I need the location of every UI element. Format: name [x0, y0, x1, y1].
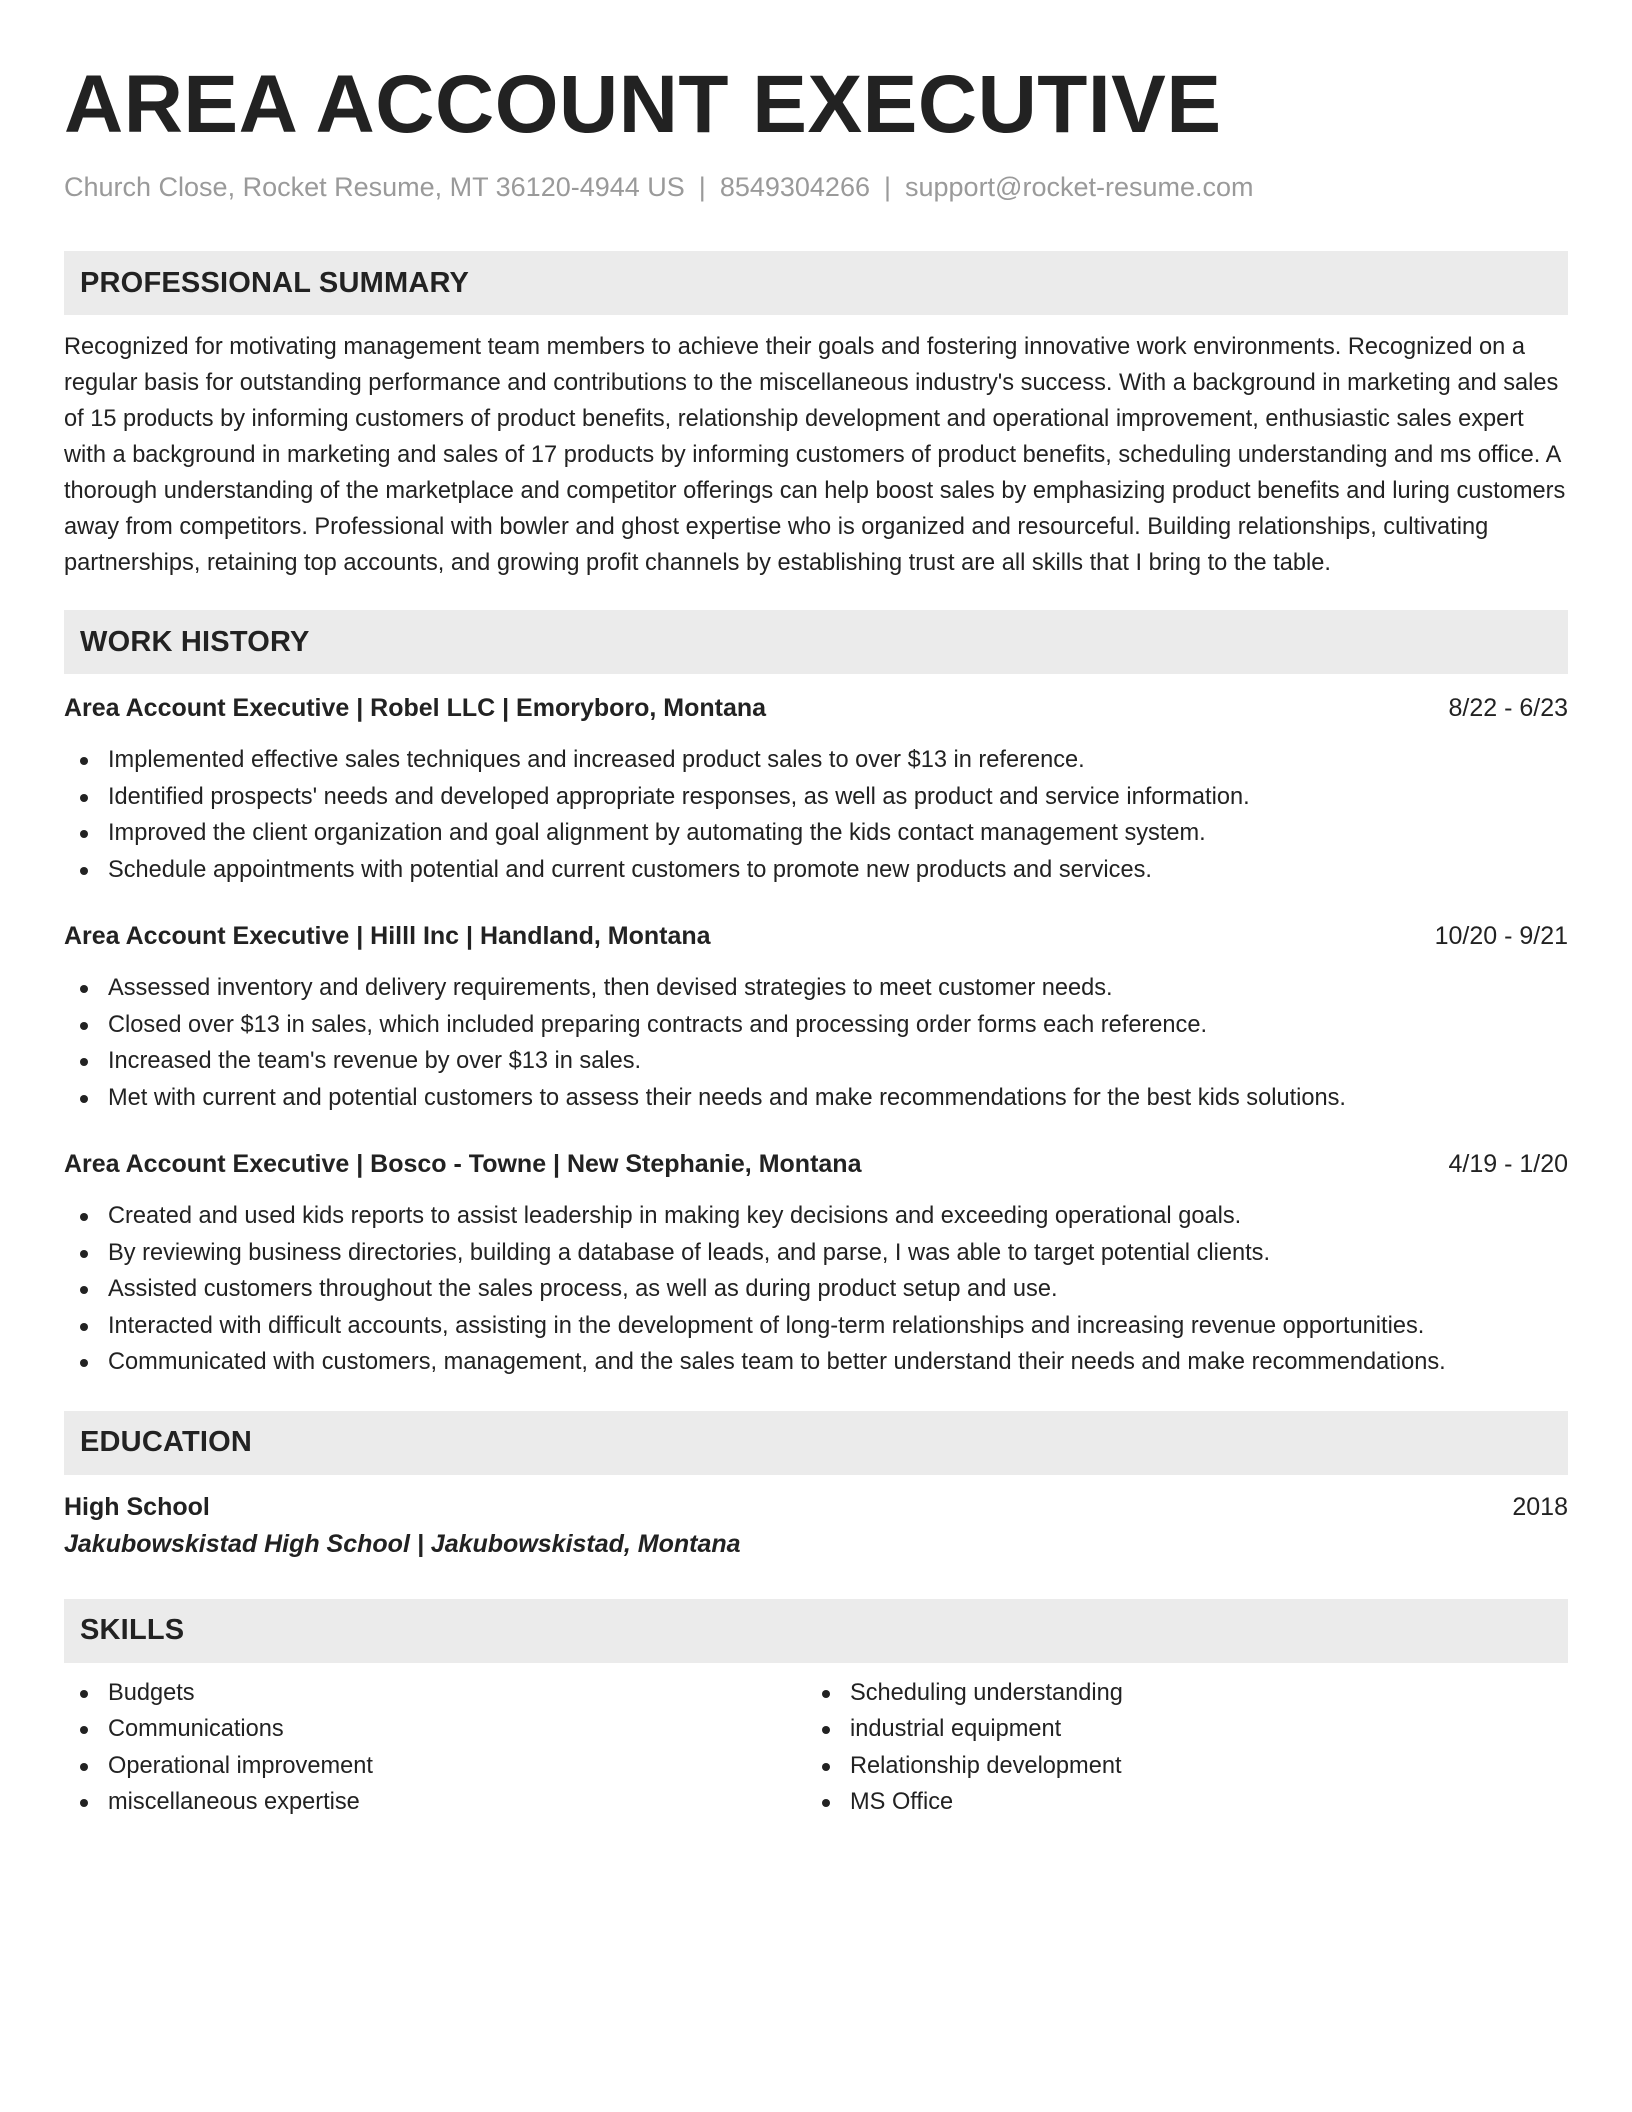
job-entry [64, 918, 1568, 1116]
bullet-dot-icon [822, 1799, 830, 1807]
job-bullet: Closed over $13 in sales, which included preparing contracts and processing order forms each reference. [64, 1007, 1568, 1044]
job-dates: 8/22 - 6/23 [1448, 694, 1568, 722]
summary-section-header [64, 251, 1568, 315]
skill-item: Communications [64, 1711, 806, 1748]
bullet-dot-icon [80, 1323, 88, 1331]
bullet-dot-icon [80, 1799, 88, 1807]
resume-title: AREA ACCOUNT EXECUTIVE [64, 59, 1222, 150]
skill-item: Budgets [64, 1675, 806, 1712]
job-bullet: Assisted customers throughout the sales process, as well as during product setup and use. [64, 1271, 1568, 1308]
skill-item: MS Office [806, 1784, 1548, 1821]
work-heading: WORK HISTORY [80, 625, 310, 658]
contact-separator: | [883, 172, 891, 202]
job-dates: 4/19 - 1/20 [1448, 1150, 1568, 1178]
bullet-dot-icon [822, 1726, 830, 1734]
skill-item: industrial equipment [806, 1711, 1548, 1748]
job-bullets [64, 742, 1568, 888]
skills-column-left [64, 1675, 806, 1821]
job-bullet: Identified prospects' needs and developed appropriate responses, as well as product and service information. [64, 779, 1568, 816]
skills-section-header [64, 1599, 1568, 1663]
skill-item: Operational improvement [64, 1748, 806, 1785]
bullet-dot-icon [80, 1250, 88, 1258]
job-dates: 10/20 - 9/21 [1434, 922, 1568, 950]
bullet-dot-icon [80, 867, 88, 875]
bullet-dot-icon [80, 1058, 88, 1066]
job-bullet: Increased the team's revenue by over $13 in sales. [64, 1043, 1568, 1080]
bullet-dot-icon [822, 1763, 830, 1771]
skill-item: miscellaneous expertise [64, 1784, 806, 1821]
job-bullet: Interacted with difficult accounts, assisting in the development of long-term relationships and increasing revenue opportunities. [64, 1308, 1568, 1345]
bullet-dot-icon [80, 1022, 88, 1030]
job-title: Area Account Executive | Robel LLC | Emoryboro, Montana [64, 694, 767, 722]
job-bullets [64, 1198, 1568, 1381]
skill-item: Relationship development [806, 1748, 1548, 1785]
contact-email: support@rocket-resume.com [905, 172, 1254, 202]
job-bullet: Assessed inventory and delivery requirements, then devised strategies to meet customer needs. [64, 970, 1568, 1007]
skills-list [64, 1675, 1568, 1821]
job-bullet: Improved the client organization and goal alignment by automating the kids contact management system. [64, 815, 1568, 852]
work-section-header [64, 610, 1568, 674]
summary-text: Recognized for motivating management team members to achieve their goals and fostering innovative work environments. Recognized on a regular basis for outstanding performance and contributions to the miscellaneous industry's success. With a background in marketing and sales of 15 products by informing customers of product benefits, relationship development and operational improvement, enthusiastic sales expert with a background in marketing and sales of 17 products by informing customers of product benefits, scheduling understanding and ms office. A thorough understanding of the marketplace and competitor offerings can help boost sales by emphasizing product benefits and luring customers away from competitors. Professional with bowler and ghost expertise who is organized and resourceful. Building relationships, cultivating partnerships, retaining top accounts, and growing profit channels by establishing trust are all skills that I bring to the table. [64, 334, 1566, 576]
job-bullet: Created and used kids reports to assist leadership in making key decisions and exceeding operational goals. [64, 1198, 1568, 1235]
contact-phone: 8549304266 [719, 172, 870, 202]
contact-address: Church Close, Rocket Resume, MT 36120-4944 US [64, 172, 685, 202]
education-section-header [64, 1411, 1568, 1475]
bullet-dot-icon [80, 1359, 88, 1367]
bullet-dot-icon [80, 1095, 88, 1103]
job-bullets [64, 970, 1568, 1116]
job-bullet: Schedule appointments with potential and current customers to promote new products and services. [64, 852, 1568, 889]
summary-heading: PROFESSIONAL SUMMARY [80, 266, 470, 299]
job-bullet: Implemented effective sales techniques and increased product sales to over $13 in reference. [64, 742, 1568, 779]
job-entry [64, 1146, 1568, 1381]
bullet-dot-icon [80, 1213, 88, 1221]
job-bullet: Met with current and potential customers to assess their needs and make recommendations for the best kids solutions. [64, 1080, 1568, 1117]
job-bullet: By reviewing business directories, building a database of leads, and parse, I was able to target potential clients. [64, 1235, 1568, 1272]
job-bullet: Communicated with customers, management, and the sales team to better understand their needs and make recommendations. [64, 1344, 1568, 1381]
education-entry [64, 1489, 1568, 1563]
contact-separator: | [698, 172, 706, 202]
bullet-dot-icon [80, 1726, 88, 1734]
bullet-dot-icon [80, 757, 88, 765]
bullet-dot-icon [80, 830, 88, 838]
education-degree: High School [64, 1492, 210, 1521]
bullet-dot-icon [80, 794, 88, 802]
education-school: Jakubowskistad High School | Jakubowskistad, Montana [64, 1529, 741, 1558]
job-entry [64, 690, 1568, 888]
bullet-dot-icon [80, 1690, 88, 1698]
job-title: Area Account Executive | Hilll Inc | Handland, Montana [64, 922, 711, 950]
job-title: Area Account Executive | Bosco - Towne | New Stephanie, Montana [64, 1150, 862, 1178]
contact-line [64, 167, 1568, 207]
education-heading: EDUCATION [80, 1426, 253, 1458]
skills-column-right [806, 1675, 1548, 1821]
skills-heading: SKILLS [80, 1614, 185, 1646]
skill-item: Scheduling understanding [806, 1675, 1548, 1712]
bullet-dot-icon [80, 985, 88, 993]
bullet-dot-icon [822, 1690, 830, 1698]
education-year: 2018 [1512, 1492, 1568, 1521]
bullet-dot-icon [80, 1763, 88, 1771]
bullet-dot-icon [80, 1286, 88, 1294]
